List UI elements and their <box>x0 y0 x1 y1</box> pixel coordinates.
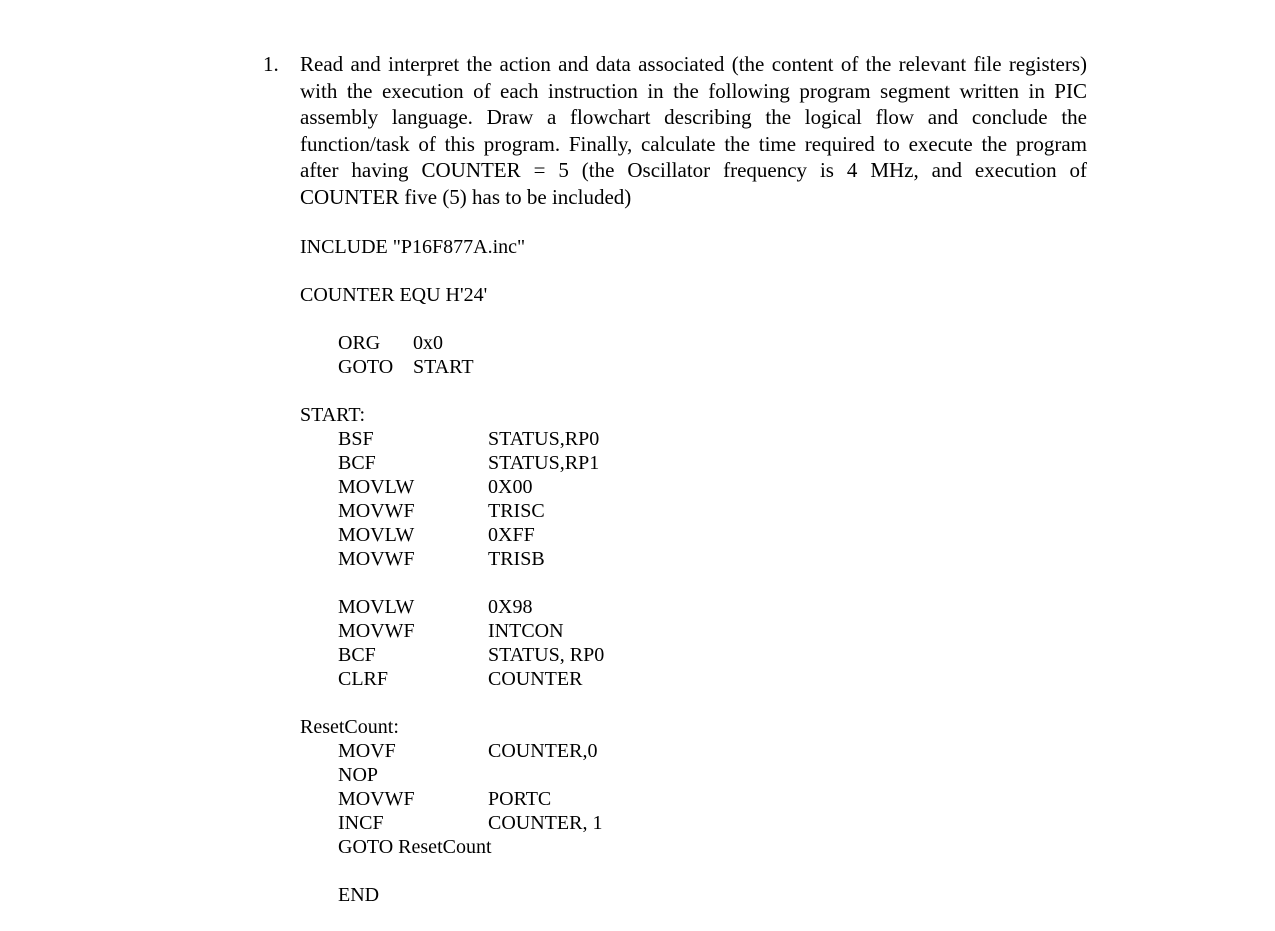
code-instruction-arg: COUNTER <box>488 668 583 690</box>
code-instruction-op: BCF <box>338 452 376 474</box>
code-instruction-op: MOVWF <box>338 500 415 522</box>
code-instruction-op: CLRF <box>338 668 389 690</box>
code-goto-reset-line: GOTO ResetCount <box>338 836 492 858</box>
code-instruction-arg: TRISC <box>488 500 545 522</box>
code-instruction-op: MOVLW <box>338 524 415 546</box>
code-instruction-arg: INTCON <box>488 620 564 642</box>
question-text: Read and interpret the action and data associated (the content of the relevant file registers) with the execution of each instruction in the following program segment written in PIC assembly language. Draw a flowchart describing the logical flow and conclude the function/task of this program. Finally, calculate the time required to execute the program after having COUNTER = 5 (the Oscillator frequency is 4 MHz, and execution of COUNTER five (5) has to be included) <box>300 52 1087 209</box>
code-reset-label: ResetCount: <box>300 716 399 738</box>
code-instruction-op: MOVLW <box>338 596 415 618</box>
code-end-line: END <box>338 884 380 906</box>
code-instruction-op: BCF <box>338 644 376 666</box>
code-org-arg: 0x0 <box>413 332 443 354</box>
code-instruction-op: MOVWF <box>338 620 415 642</box>
code-instruction-arg: COUNTER, 1 <box>488 812 603 834</box>
code-instruction-arg: STATUS,RP1 <box>488 452 600 474</box>
code-instruction-arg: PORTC <box>488 788 552 810</box>
code-goto-arg: START <box>413 356 474 378</box>
code-instruction-op: MOVLW <box>338 476 415 498</box>
code-instruction-arg: COUNTER,0 <box>488 740 598 762</box>
code-instruction-op: MOVWF <box>338 548 415 570</box>
code-instruction-arg: TRISB <box>488 548 545 570</box>
code-instruction-arg: STATUS, RP0 <box>488 644 605 666</box>
code-instruction-arg: STATUS,RP0 <box>488 428 600 450</box>
code-include-line: INCLUDE "P16F877A.inc" <box>300 236 526 258</box>
code-instruction-op: NOP <box>338 764 379 786</box>
code-instruction-op: MOVWF <box>338 788 415 810</box>
question-number: 1. <box>263 52 279 76</box>
code-instruction-arg: 0X98 <box>488 596 533 618</box>
code-instruction-arg: 0XFF <box>488 524 535 546</box>
code-org-op: ORG <box>338 332 381 354</box>
code-equ-line: COUNTER EQU H'24' <box>300 284 488 306</box>
code-instruction-op: MOVF <box>338 740 396 762</box>
code-instruction-arg: 0X00 <box>488 476 533 498</box>
code-goto-op: GOTO <box>338 356 394 378</box>
code-start-label: START: <box>300 404 366 426</box>
code-instruction-op: BSF <box>338 428 374 450</box>
code-instruction-op: INCF <box>338 812 384 834</box>
